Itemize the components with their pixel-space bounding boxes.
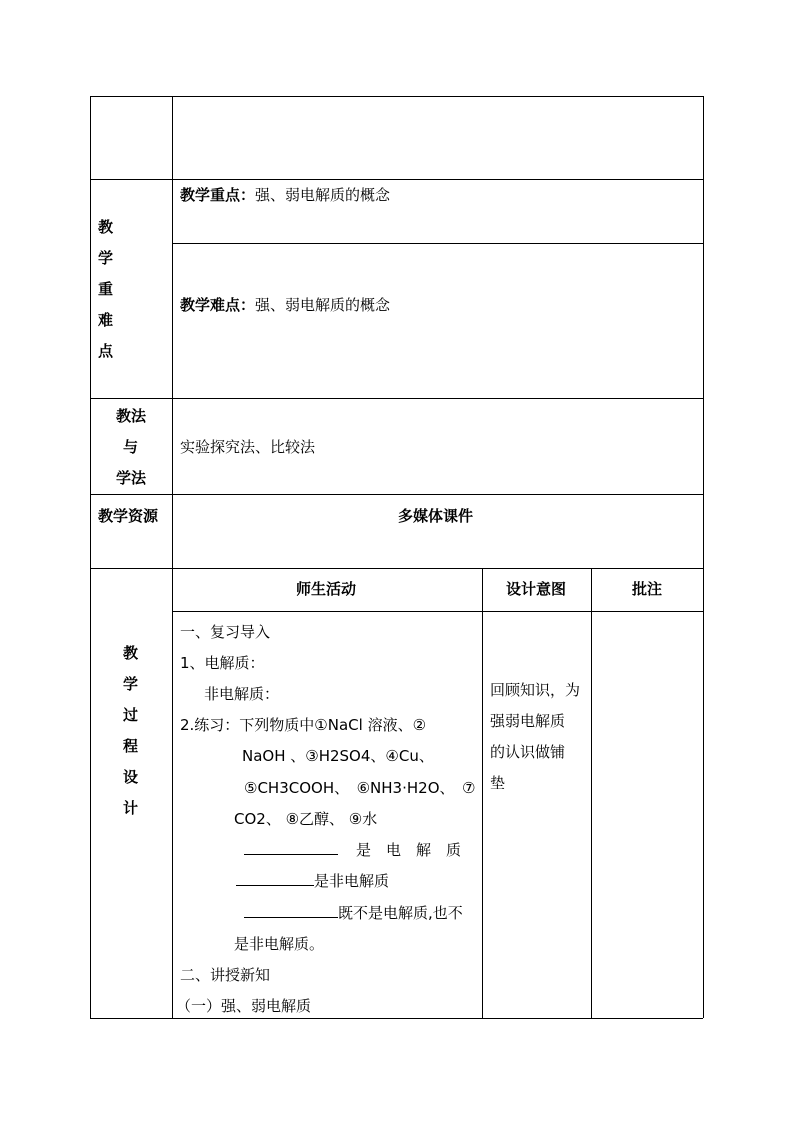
intent-line: 的认识做铺 [490, 743, 566, 761]
process-header-char: 程 [123, 737, 139, 755]
answer-line-non-electrolyte [236, 871, 389, 891]
answer-blank [244, 840, 338, 855]
row-divider [90, 494, 703, 495]
key-points-header-char: 难 [98, 311, 114, 329]
activity-item1b: 非电解质： [204, 685, 280, 703]
activity-item1: 1、电解质： [180, 654, 265, 672]
row-divider [90, 568, 703, 569]
activity-exercise: 2.练习：下列物质中①NaCl 溶液、② [180, 716, 427, 734]
column-divider [482, 568, 483, 1018]
answer-line-electrolyte [244, 840, 338, 860]
resources-text: 多媒体课件 [398, 507, 474, 525]
answer-label-neither: 既不是电解质,也不 [338, 904, 463, 922]
methods-header-line: 与 [123, 438, 139, 456]
answer-label-non-electrolyte: 是非电解质 [314, 872, 390, 890]
table-border-top [90, 96, 703, 97]
intent-line: 回顾知识，为 [490, 681, 581, 699]
process-header-char: 学 [123, 675, 139, 693]
process-header-char: 过 [123, 706, 139, 724]
activity-new-knowledge: 二、讲授新知 [180, 966, 271, 984]
focus-text: 强、弱电解质的概念 [255, 186, 391, 204]
teaching-difficulty [180, 295, 390, 315]
table-border-left [90, 96, 91, 1018]
difficulty-text: 强、弱电解质的概念 [255, 296, 391, 314]
difficulty-label: 教学难点： [180, 296, 256, 314]
row-divider [90, 179, 703, 180]
column-header-intent: 设计意图 [506, 580, 567, 598]
focus-label: 教学重点： [180, 186, 256, 204]
methods-header-line: 教法 [116, 407, 147, 425]
resources-header: 教学资源 [98, 507, 159, 525]
teaching-focus [180, 185, 390, 205]
process-header-char: 设 [123, 768, 139, 786]
activity-review: 一、复习导入 [180, 623, 271, 641]
key-points-header-char: 学 [98, 249, 114, 267]
answer-blank [244, 903, 338, 918]
row-divider [172, 243, 703, 244]
answer-label-neither-cont: 是非电解质。 [234, 935, 325, 953]
activity-exercise-line2: NaOH 、③H2SO4、④Cu、 [242, 747, 434, 765]
column-header-notes: 批注 [632, 580, 663, 598]
answer-blank [236, 871, 314, 886]
table-border-right [703, 96, 704, 1018]
process-header-char: 教 [123, 644, 139, 662]
process-header-char: 计 [123, 799, 139, 817]
key-points-header-char: 教 [98, 218, 114, 236]
key-points-header-char: 点 [98, 342, 114, 360]
row-divider [172, 611, 703, 612]
table-border-bottom [90, 1018, 703, 1019]
intent-line: 强弱电解质 [490, 712, 566, 730]
activity-exercise-line4: CO2、 ⑧乙醇、 ⑨水 [234, 810, 378, 828]
key-points-header-char: 重 [98, 280, 114, 298]
column-header-activity: 师生活动 [296, 580, 357, 598]
activity-exercise-line3: ⑤CH3COOH、 ⑥NH3·H2O、 ⑦ [244, 779, 476, 797]
column-divider [591, 568, 592, 1018]
row-divider [90, 398, 703, 399]
activity-subsection: （一）强、弱电解质 [176, 997, 312, 1015]
methods-header-line: 学法 [116, 469, 147, 487]
answer-label-electrolyte: 是电解质 [356, 841, 477, 859]
methods-text: 实验探究法、比较法 [180, 438, 316, 456]
answer-line-neither [244, 903, 463, 923]
column-divider [172, 96, 173, 1018]
intent-line: 垫 [490, 774, 506, 792]
